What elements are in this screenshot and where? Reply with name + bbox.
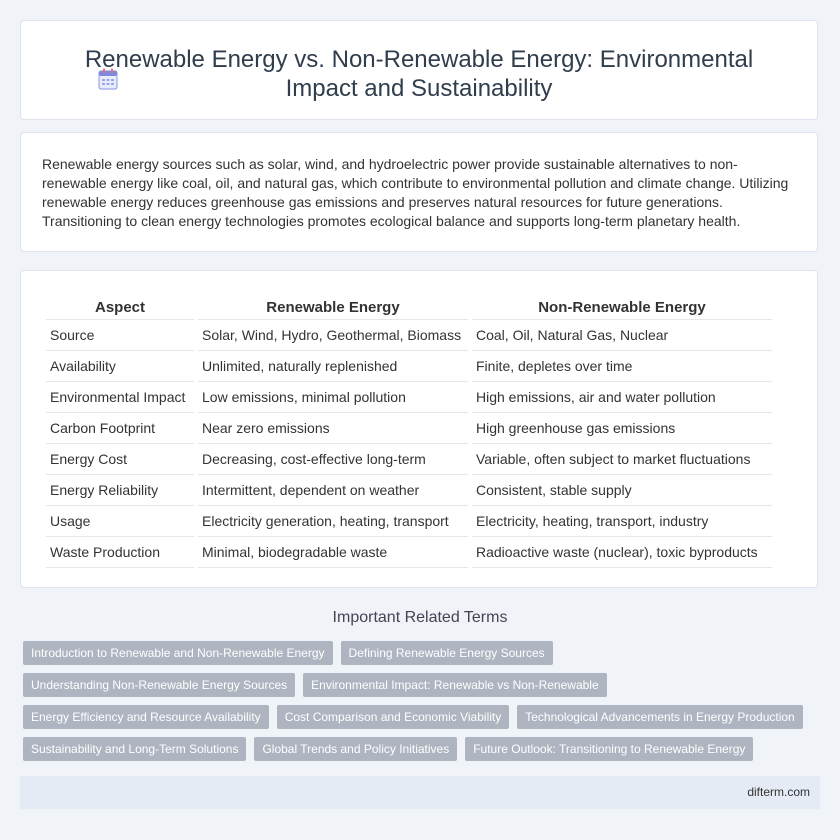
table-row [46,475,772,506]
renewable-cell: Low emissions, minimal pollution [198,382,468,413]
non-renewable-cell: Consistent, stable supply [472,475,772,506]
aspect-cell: Availability [46,351,194,382]
page-title-line2: Impact and Sustainability [285,75,553,102]
renewable-cell: Electricity generation, heating, transport [198,506,468,537]
non-renewable-cell: High emissions, air and water pollution [472,382,772,413]
renewable-cell: Unlimited, naturally replenished [198,351,468,382]
comparison-table [42,295,776,568]
related-term-tag[interactable]: Cost Comparison and Economic Viability [277,705,510,729]
renewable-cell: Near zero emissions [198,413,468,444]
intro-paragraph: Renewable energy sources such as solar, wind, and hydroelectric power provide sustainable alternatives to non-renewable energy like coal, oil, and natural gas, which contribute to environmental pollution and climate change. Utilizing renewable energy reduces greenhouse gas emissions and preserves natural resources for future generations. Transitioning to clean energy technologies promotes ecological balance and supports long-term planetary health. [42,156,789,229]
aspect-cell: Carbon Footprint [46,413,194,444]
non-renewable-cell: Electricity, heating, transport, industry [472,506,772,537]
related-terms-heading: Important Related Terms [332,609,508,626]
related-term-tag[interactable]: Environmental Impact: Renewable vs Non-Renewable [303,673,606,697]
page-title [21,45,817,103]
footer-site-link[interactable]: difterm.com [747,785,810,799]
header-renewable: Renewable Energy [198,295,468,320]
related-term-tag[interactable]: Introduction to Renewable and Non-Renewable Energy [23,641,333,665]
non-renewable-cell: Radioactive waste (nuclear), toxic byproducts [472,537,772,568]
table-row [46,444,772,475]
aspect-cell: Source [46,320,194,351]
related-terms-list [23,641,823,761]
table-row [46,382,772,413]
table-row [46,506,772,537]
aspect-cell: Energy Cost [46,444,194,475]
intro-card [20,132,818,252]
related-term-tag[interactable]: Technological Advancements in Energy Production [517,705,803,729]
title-card [20,20,818,120]
table-row [46,413,772,444]
non-renewable-cell: Finite, depletes over time [472,351,772,382]
header-aspect: Aspect [46,295,194,320]
table-row [46,351,772,382]
renewable-cell: Intermittent, dependent on weather [198,475,468,506]
related-term-tag[interactable]: Future Outlook: Transitioning to Renewable Energy [465,737,753,761]
page-title-line1: Renewable Energy vs. Non-Renewable Energy: Environmental [84,46,754,73]
related-term-tag[interactable]: Understanding Non-Renewable Energy Sources [23,673,295,697]
renewable-cell: Solar, Wind, Hydro, Geothermal, Biomass [198,320,468,351]
aspect-cell: Energy Reliability [46,475,194,506]
renewable-cell: Minimal, biodegradable waste [198,537,468,568]
header-non-renewable: Non-Renewable Energy [472,295,772,320]
footer-bar [20,776,820,809]
aspect-cell: Waste Production [46,537,194,568]
table-header-row [46,295,772,320]
table-row [46,537,772,568]
related-term-tag[interactable]: Energy Efficiency and Resource Availability [23,705,269,729]
related-term-tag[interactable]: Global Trends and Policy Initiatives [254,737,457,761]
non-renewable-cell: Coal, Oil, Natural Gas, Nuclear [472,320,772,351]
aspect-cell: Usage [46,506,194,537]
aspect-cell: Environmental Impact [46,382,194,413]
non-renewable-cell: Variable, often subject to market fluctuations [472,444,772,475]
non-renewable-cell: High greenhouse gas emissions [472,413,772,444]
renewable-cell: Decreasing, cost-effective long-term [198,444,468,475]
related-term-tag[interactable]: Sustainability and Long-Term Solutions [23,737,246,761]
comparison-card [20,270,818,588]
table-row [46,320,772,351]
related-term-tag[interactable]: Defining Renewable Energy Sources [341,641,553,665]
